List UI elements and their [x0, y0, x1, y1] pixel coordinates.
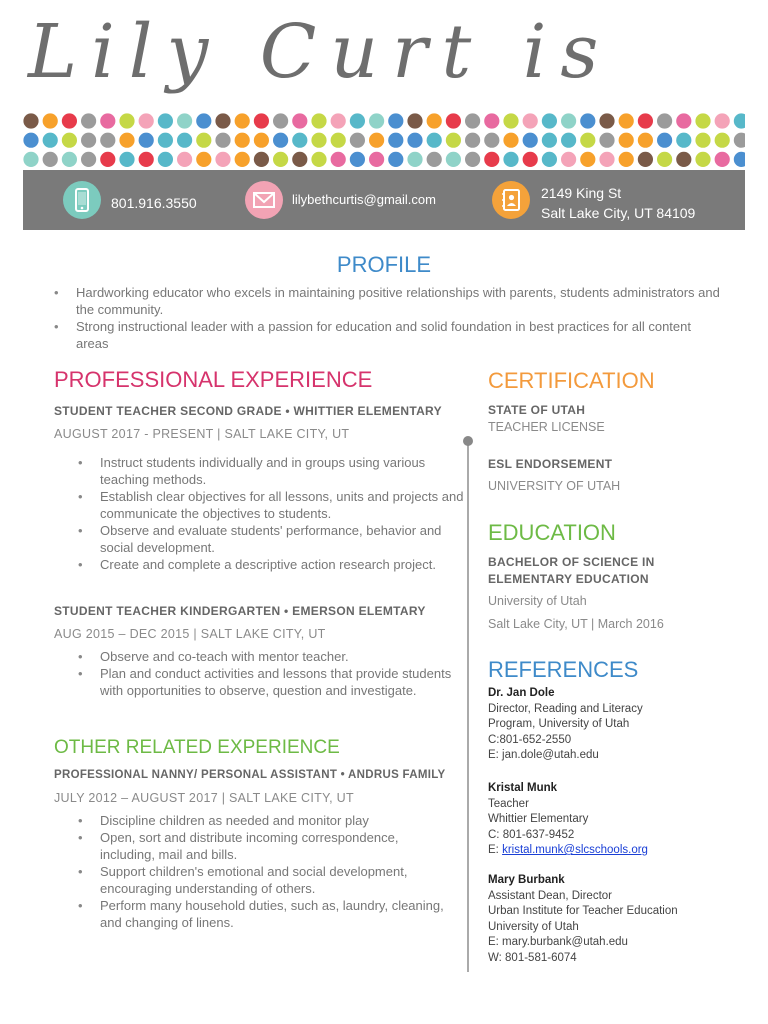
decorative-dot [619, 152, 634, 167]
decorative-dot [292, 152, 307, 167]
decorative-dot [158, 133, 173, 148]
degree-line: BACHELOR OF SCIENCE IN [488, 555, 655, 569]
profile-bullet: • Strong instructional leader with a passion for education and solid foundation in best practices for all content areas [54, 318, 724, 352]
job-meta: AUGUST 2017 - PRESENT | SALT LAKE CITY, UT [54, 427, 350, 441]
decorative-dot [177, 133, 192, 148]
decorative-dot [695, 133, 710, 148]
decorative-dot [446, 133, 461, 148]
reference-name: Dr. Jan Dole [488, 687, 555, 699]
decorative-dot [43, 113, 58, 128]
decorative-dot [695, 152, 710, 167]
decorative-dot [561, 113, 576, 128]
job-bullet: • Observe and co-teach with mentor teacher. [78, 648, 468, 665]
reference-email-prefix: E: [488, 844, 503, 856]
decorative-dot [657, 152, 672, 167]
job-bullet: • Perform many household duties, such as, laundry, cleaning, and changing of linens. [78, 897, 448, 931]
contact-bar [23, 170, 745, 230]
decorative-dot [657, 113, 672, 128]
decorative-dot [427, 113, 442, 128]
decorative-dot [523, 152, 538, 167]
decorative-dot [734, 152, 745, 167]
profile-list [54, 284, 724, 352]
decorative-dot [196, 152, 211, 167]
reference-name: Kristal Munk [488, 782, 558, 794]
degree-line: ELEMENTARY EDUCATION [488, 572, 649, 586]
job-bullet: • Open, sort and distribute incoming correspondence, including, mail and bills. [78, 829, 448, 863]
address-city: Salt Lake City, UT 84109 [541, 205, 696, 221]
phone-icon [63, 181, 101, 219]
decorative-dot [715, 113, 730, 128]
decorative-dot [484, 113, 499, 128]
decorative-dot [599, 133, 614, 148]
decorative-dot [177, 113, 192, 128]
envelope-icon [245, 181, 283, 219]
decorative-dot [734, 113, 745, 128]
job-title: STUDENT TEACHER SECOND GRADE • WHITTIER ELEMENTARY [54, 404, 442, 418]
decorative-dot [254, 133, 269, 148]
decorative-dot [139, 152, 154, 167]
education-heading: EDUCATION [488, 520, 616, 545]
decorative-dot [465, 152, 480, 167]
job-bullet: • Plan and conduct activities and lessons that provide students with opportunities to observe, question and investigate. [78, 665, 468, 699]
job-meta: AUG 2015 – DEC 2015 | SALT LAKE CITY, UT [54, 627, 326, 641]
decorative-dot [676, 113, 691, 128]
decorative-dot [235, 113, 250, 128]
decorative-dot [388, 133, 403, 148]
job-bullet: • Create and complete a descriptive action research project. [78, 556, 468, 573]
certification-heading: CERTIFICATION [488, 368, 655, 393]
decorative-dot [81, 113, 96, 128]
job-title: STUDENT TEACHER KINDERGARTEN • EMERSON ELEMTARY [54, 604, 426, 618]
column-divider [467, 442, 469, 972]
decorative-dot [542, 152, 557, 167]
decorative-dot [81, 133, 96, 148]
decorative-dot [369, 133, 384, 148]
decorative-dot [43, 133, 58, 148]
reference-line: Urban Institute for Teacher Education [488, 905, 678, 917]
decorative-dot [561, 133, 576, 148]
job-bullets [78, 812, 448, 931]
job-bullets [78, 454, 468, 573]
decorative-dot [62, 113, 77, 128]
profile-bullet: • Hardworking educator who excels in maintaining positive relationships with parents, students administrators and the community. [54, 284, 724, 318]
job-title: PROFESSIONAL NANNY/ PERSONAL ASSISTANT • ANDRUS FAMILY [54, 769, 446, 781]
decorative-dot [638, 133, 653, 148]
job-bullets [78, 648, 468, 699]
reference-email-link[interactable]: kristal.munk@slcschools.org [502, 844, 648, 856]
decorative-dot [273, 133, 288, 148]
decorative-dot [446, 113, 461, 128]
cert-title: ESL ENDORSEMENT [488, 457, 613, 471]
decorative-dot [388, 113, 403, 128]
decorative-dot [446, 152, 461, 167]
decorative-dot [119, 113, 134, 128]
references-heading: REFERENCES [488, 657, 639, 682]
decorative-dot [100, 133, 115, 148]
decorative-dot [465, 133, 480, 148]
decorative-dot [292, 133, 307, 148]
decorative-dot [503, 113, 518, 128]
decorative-dot [254, 113, 269, 128]
decorative-dot [215, 133, 230, 148]
reference-line: Director, Reading and Literacy [488, 702, 643, 715]
decorative-dot [638, 113, 653, 128]
decorative-dot [484, 133, 499, 148]
decorative-dot [619, 133, 634, 148]
job-bullet: • Support children's emotional and social development, encouraging understanding of others. [78, 863, 448, 897]
decorative-dot [62, 133, 77, 148]
reference-entry [488, 686, 643, 764]
cert-detail: UNIVERSITY OF UTAH [488, 479, 621, 493]
reference-line: Assistant Dean, Director [488, 889, 612, 902]
decorative-dot [158, 152, 173, 167]
decorative-dot [23, 113, 38, 128]
job-bullet: • Discipline children as needed and monitor play [78, 812, 448, 829]
address-street: 2149 King St [541, 185, 622, 201]
reference-line: University of Utah [488, 920, 579, 933]
job-bullet: • Establish clear objectives for all lessons, units and projects and communicate the objectives to students. [78, 488, 468, 522]
decorative-dot [427, 152, 442, 167]
decorative-dot [427, 133, 442, 148]
decorative-dot [407, 152, 422, 167]
address-book-icon [492, 181, 530, 219]
decorative-dot [503, 133, 518, 148]
decorative-dot [331, 113, 346, 128]
job-bullet: • Observe and evaluate students' performance, behavior and social development. [78, 522, 468, 556]
decorative-dot [599, 113, 614, 128]
decorative-dot [407, 113, 422, 128]
reference-line: Teacher [488, 797, 529, 810]
decorative-dot [638, 152, 653, 167]
decorative-dot [715, 133, 730, 148]
decorative-dot [215, 113, 230, 128]
decorative-dot [119, 133, 134, 148]
decorative-dot [561, 152, 576, 167]
decorative-dot [196, 133, 211, 148]
decorative-dot [676, 152, 691, 167]
decorative-dot [100, 113, 115, 128]
applicant-name: Lily Curt is [28, 9, 613, 95]
decorative-dot [331, 152, 346, 167]
decorative-dot [254, 152, 269, 167]
decorative-dot [542, 113, 557, 128]
decorative-dot [695, 113, 710, 128]
decorative-dot [158, 113, 173, 128]
decorative-dot [484, 152, 499, 167]
school-location-date: Salt Lake City, UT | March 2016 [488, 617, 664, 631]
reference-line: Program, University of Utah [488, 718, 630, 730]
reference-email-line [488, 843, 648, 859]
decorative-dot [139, 133, 154, 148]
reference-line: Whittier Elementary [488, 813, 589, 825]
decorative-dot [43, 152, 58, 167]
decorative-dot [292, 113, 307, 128]
decorative-dot [619, 113, 634, 128]
reference-name: Mary Burbank [488, 874, 565, 886]
decorative-dot [235, 133, 250, 148]
decorative-dot [235, 152, 250, 167]
reference-line: C: 801-637-9452 [488, 828, 575, 841]
decorative-dot [350, 133, 365, 148]
job-bullet: • Instruct students individually and in groups using various teaching methods. [78, 454, 468, 488]
email-link[interactable]: lilybethcurtis@gmail.com [292, 192, 436, 207]
school-name: University of Utah [488, 594, 587, 608]
decorative-dot [715, 152, 730, 167]
decorative-dot [369, 113, 384, 128]
decorative-dot [734, 133, 745, 148]
decorative-dots-band [22, 112, 745, 168]
decorative-dot [81, 152, 96, 167]
decorative-dot [273, 152, 288, 167]
decorative-dot [350, 113, 365, 128]
decorative-dot [657, 133, 672, 148]
decorative-dot [23, 133, 38, 148]
decorative-dot [62, 152, 77, 167]
decorative-dot [599, 152, 614, 167]
phone-number: 801.916.3550 [111, 195, 197, 211]
decorative-dot [100, 152, 115, 167]
decorative-dot [23, 152, 38, 167]
decorative-dot [273, 113, 288, 128]
decorative-dot [196, 113, 211, 128]
decorative-dot [523, 113, 538, 128]
decorative-dot [311, 133, 326, 148]
decorative-dot [350, 152, 365, 167]
decorative-dot [215, 152, 230, 167]
decorative-dot [676, 133, 691, 148]
decorative-dot [580, 113, 595, 128]
reference-entry [488, 781, 648, 859]
reference-line: E: jan.dole@utah.edu [488, 749, 599, 761]
decorative-dot [465, 113, 480, 128]
divider-dot [463, 436, 473, 446]
decorative-dot [119, 152, 134, 167]
decorative-dot [542, 133, 557, 148]
decorative-dot [311, 113, 326, 128]
decorative-dot [503, 152, 518, 167]
profile-heading: PROFILE [336, 252, 432, 277]
reference-line: W: 801-581-6074 [488, 951, 577, 964]
decorative-dot [580, 133, 595, 148]
decorative-dot [523, 133, 538, 148]
decorative-dot [311, 152, 326, 167]
cert-detail: TEACHER LICENSE [488, 420, 605, 434]
job-meta: JULY 2012 – AUGUST 2017 | SALT LAKE CITY, UT [54, 791, 354, 805]
decorative-dot [331, 133, 346, 148]
decorative-dot [388, 152, 403, 167]
reference-entry [488, 873, 678, 966]
reference-line: E: mary.burbank@utah.edu [488, 936, 628, 948]
decorative-dot [139, 113, 154, 128]
decorative-dot [177, 152, 192, 167]
reference-line: C:801-652-2550 [488, 733, 572, 746]
decorative-dot [580, 152, 595, 167]
decorative-dot [407, 133, 422, 148]
cert-title: STATE OF UTAH [488, 403, 586, 417]
experience-heading: PROFESSIONAL EXPERIENCE [54, 367, 373, 392]
decorative-dot [369, 152, 384, 167]
other-experience-heading: OTHER RELATED EXPERIENCE [54, 737, 340, 758]
